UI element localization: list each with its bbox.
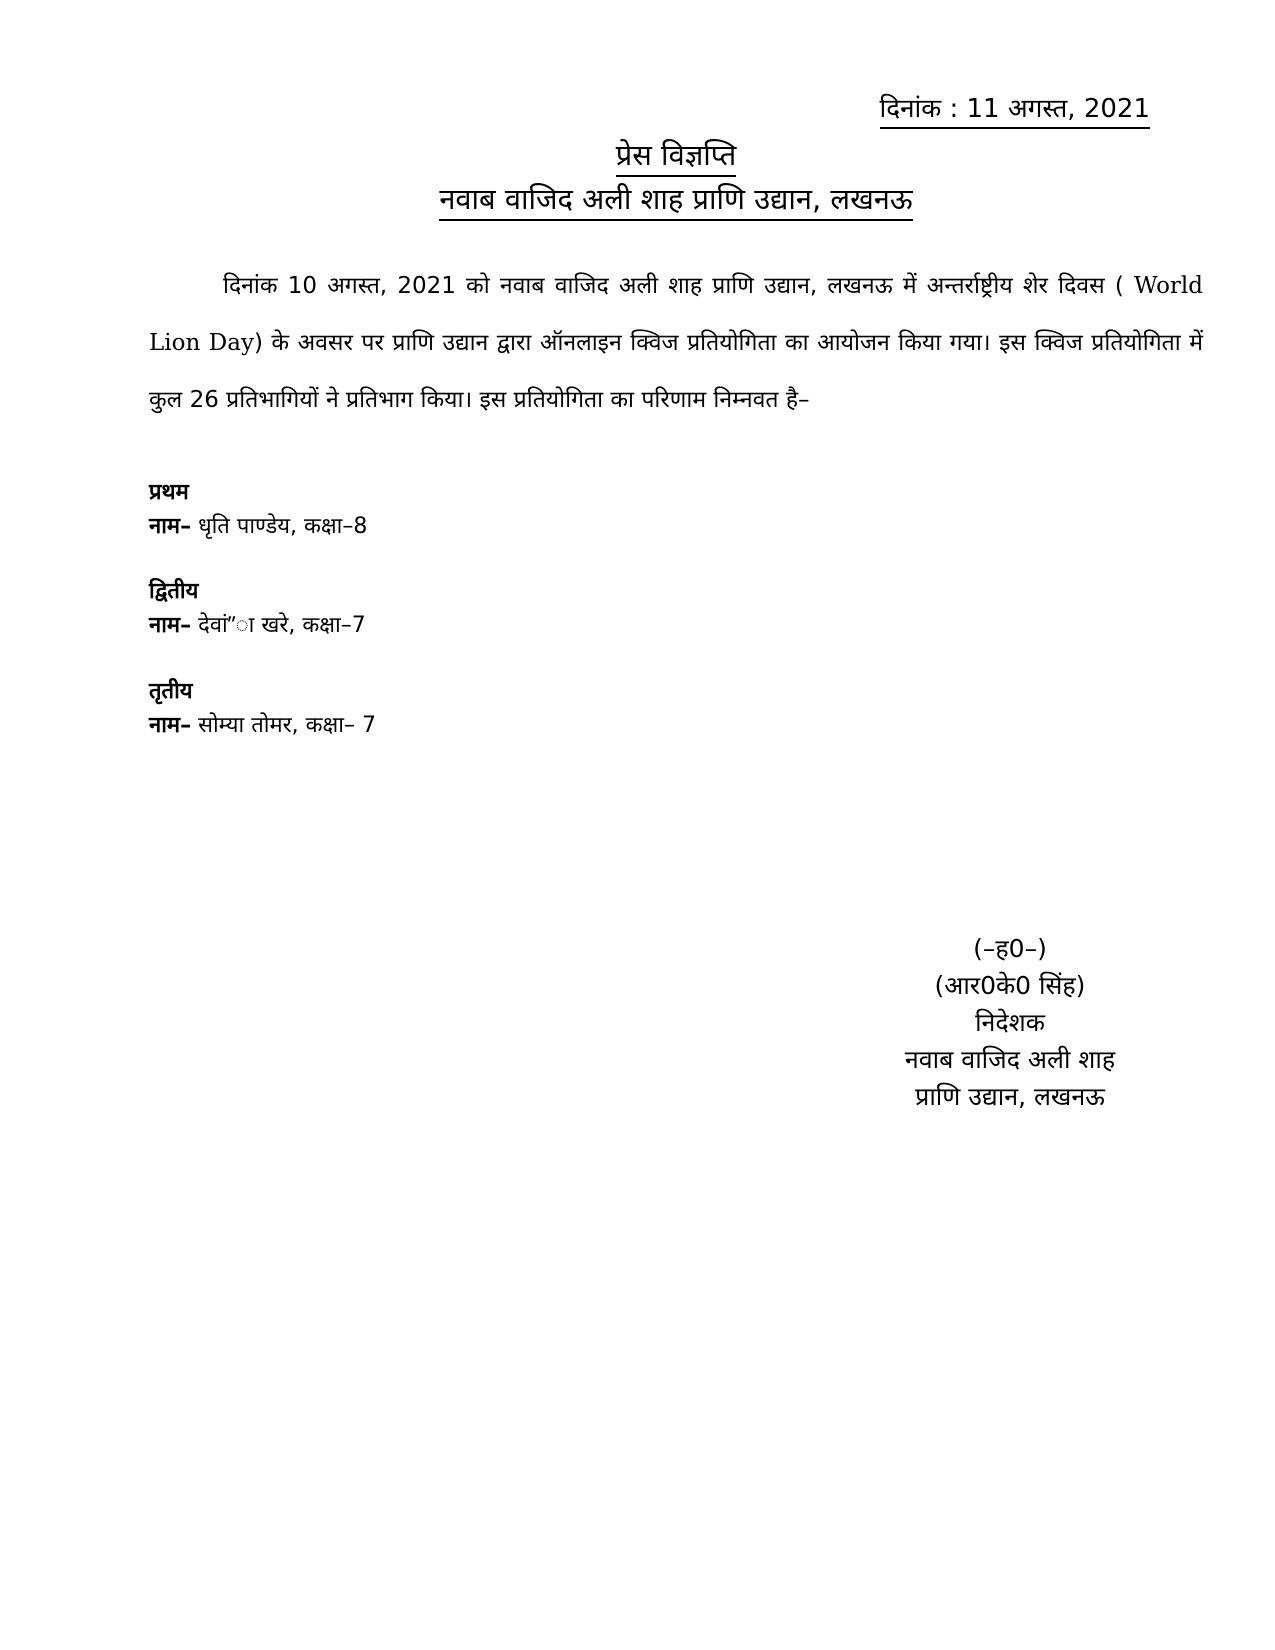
rank-label: प्रथम	[149, 480, 189, 505]
winner-row	[149, 510, 367, 544]
signature-block	[840, 930, 1180, 1115]
body-paragraph	[149, 258, 1203, 429]
winner-name: सोम्या तोमर, कक्षा– 7	[191, 713, 376, 738]
signatory-org-line1: नवाब वाजिद अली शाह	[904, 1045, 1116, 1074]
rank-label: द्वितीय	[149, 579, 199, 604]
signatory-name: (आर0के0 सिंह)	[934, 971, 1086, 1000]
title-block	[0, 135, 1275, 223]
signature-mark: (–ह0–)	[973, 934, 1047, 963]
event-english-name: World Lion Day	[149, 273, 1203, 356]
body-text-part2: ) के अवसर पर प्राणि उद्यान द्वारा ऑनलाइन क्विज प्रतियोगिता का आयोजन किया गया। इस क्विज प्रतियोगिता में कुल 26 प्रतिभागियों ने प्रतिभाग किया। इस प्रतियोगिता का परिणाम निम्नवत है–	[149, 330, 1203, 413]
name-label: नाम–	[149, 613, 192, 638]
winner-name: देवां”ा खरे, कक्षा–7	[191, 613, 366, 638]
name-label: नाम–	[149, 713, 192, 738]
rank-label: तृतीय	[149, 679, 193, 704]
result-second	[149, 575, 366, 643]
winner-name: धृति पाण्डेय, कक्षा–8	[191, 514, 368, 539]
winner-row	[149, 709, 376, 743]
document-title: प्रेस विज्ञप्ति	[616, 135, 737, 177]
release-date: दिनांक : 11 अगस्त, 2021	[880, 92, 1150, 129]
result-third	[149, 675, 376, 743]
name-label: नाम–	[149, 514, 192, 539]
signatory-designation: निदेशक	[975, 1008, 1045, 1037]
result-first	[149, 476, 367, 544]
organization-title: नवाब वाजिद अली शाह प्राणि उद्यान, लखनऊ	[439, 179, 912, 221]
signatory-org-line2: प्राणि उद्यान, लखनऊ	[915, 1082, 1105, 1111]
body-text-part1: दिनांक 10 अगस्त, 2021 को नवाब वाजिद अली शाह प्राणि उद्यान, लखनऊ में अन्तर्राष्ट्रीय शेर दिवस (	[223, 273, 1134, 299]
winner-row	[149, 609, 366, 643]
